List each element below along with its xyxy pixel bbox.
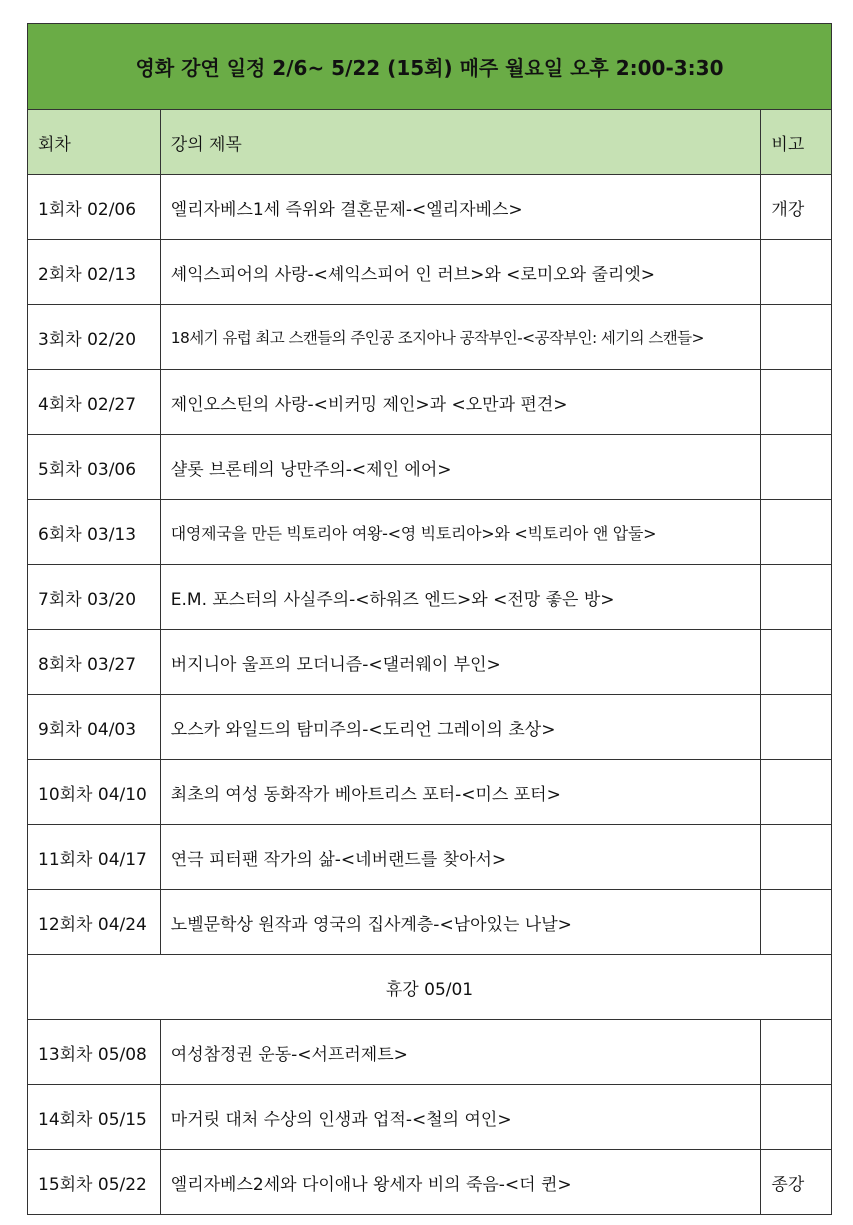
note-cell: [761, 825, 832, 890]
table-row: [28, 370, 832, 435]
note-cell: [761, 500, 832, 565]
table-row: [28, 565, 832, 630]
lecture-title-cell: 샬롯 브론테의 낭만주의-<제인 에어>: [160, 435, 761, 500]
schedule-body: [28, 24, 832, 1215]
table-row: [28, 760, 832, 825]
note-cell: [761, 1020, 832, 1085]
table-row: [28, 240, 832, 305]
session-cell: 9회차 04/03: [28, 695, 161, 760]
session-cell: 10회차 04/10: [28, 760, 161, 825]
session-cell: 12회차 04/24: [28, 890, 161, 955]
lecture-schedule-table: [27, 23, 832, 1215]
note-cell: [761, 240, 832, 305]
lecture-title-cell: 연극 피터팬 작가의 삶-<네버랜드를 찾아서>: [160, 825, 761, 890]
table-row: [28, 1085, 832, 1150]
schedule-title: 영화 강연 일정 2/6~ 5/22 (15회) 매주 월요일 오후 2:00-3:30: [28, 24, 832, 110]
lecture-title-cell: 18세기 유럽 최고 스캔들의 주인공 조지아나 공작부인-<공작부인: 세기의 스캔들>: [160, 305, 761, 370]
lecture-title-cell: 대영제국을 만든 빅토리아 여왕-<영 빅토리아>와 <빅토리아 앤 압둘>: [160, 500, 761, 565]
lecture-title-cell: 최초의 여성 동화작가 베아트리스 포터-<미스 포터>: [160, 760, 761, 825]
note-cell: 종강: [761, 1150, 832, 1215]
table-row: [28, 630, 832, 695]
lecture-title-cell: 엘리자베스2세와 다이애나 왕세자 비의 죽음-<더 퀸>: [160, 1150, 761, 1215]
break-notice: 휴강 05/01: [28, 955, 832, 1020]
session-cell: 15회차 05/22: [28, 1150, 161, 1215]
session-cell: 3회차 02/20: [28, 305, 161, 370]
table-row: [28, 1150, 832, 1215]
title-row: [28, 24, 832, 110]
header-note: 비고: [761, 110, 832, 175]
note-cell: [761, 370, 832, 435]
session-cell: 6회차 03/13: [28, 500, 161, 565]
note-cell: [761, 890, 832, 955]
table-row: [28, 695, 832, 760]
lecture-title-cell: 제인오스틴의 사랑-<비커밍 제인>과 <오만과 편견>: [160, 370, 761, 435]
table-row: [28, 825, 832, 890]
note-cell: [761, 435, 832, 500]
note-cell: [761, 630, 832, 695]
break-row: [28, 955, 832, 1020]
table-row: [28, 890, 832, 955]
session-cell: 5회차 03/06: [28, 435, 161, 500]
table-row: [28, 1020, 832, 1085]
note-cell: [761, 695, 832, 760]
session-cell: 1회차 02/06: [28, 175, 161, 240]
table-row: [28, 175, 832, 240]
lecture-title-cell: 버지니아 울프의 모더니즘-<댈러웨이 부인>: [160, 630, 761, 695]
session-cell: 13회차 05/08: [28, 1020, 161, 1085]
lecture-title-cell: 여성참정권 운동-<서프러제트>: [160, 1020, 761, 1085]
session-cell: 14회차 05/15: [28, 1085, 161, 1150]
lecture-title-cell: 마거릿 대처 수상의 인생과 업적-<철의 여인>: [160, 1085, 761, 1150]
table-row: [28, 500, 832, 565]
note-cell: [761, 565, 832, 630]
lecture-title-cell: 노벨문학상 원작과 영국의 집사계층-<남아있는 나날>: [160, 890, 761, 955]
session-cell: 11회차 04/17: [28, 825, 161, 890]
note-cell: 개강: [761, 175, 832, 240]
note-cell: [761, 760, 832, 825]
lecture-title-cell: E.M. 포스터의 사실주의-<하워즈 엔드>와 <전망 좋은 방>: [160, 565, 761, 630]
header-lecture-title: 강의 제목: [160, 110, 761, 175]
session-cell: 4회차 02/27: [28, 370, 161, 435]
header-row: [28, 110, 832, 175]
table-row: [28, 305, 832, 370]
session-cell: 7회차 03/20: [28, 565, 161, 630]
header-session: 회차: [28, 110, 161, 175]
table-row: [28, 435, 832, 500]
lecture-title-cell: 엘리자베스1세 즉위와 결혼문제-<엘리자베스>: [160, 175, 761, 240]
note-cell: [761, 305, 832, 370]
note-cell: [761, 1085, 832, 1150]
session-cell: 8회차 03/27: [28, 630, 161, 695]
session-cell: 2회차 02/13: [28, 240, 161, 305]
lecture-title-cell: 오스카 와일드의 탐미주의-<도리언 그레이의 초상>: [160, 695, 761, 760]
lecture-title-cell: 셰익스피어의 사랑-<셰익스피어 인 러브>와 <로미오와 줄리엣>: [160, 240, 761, 305]
